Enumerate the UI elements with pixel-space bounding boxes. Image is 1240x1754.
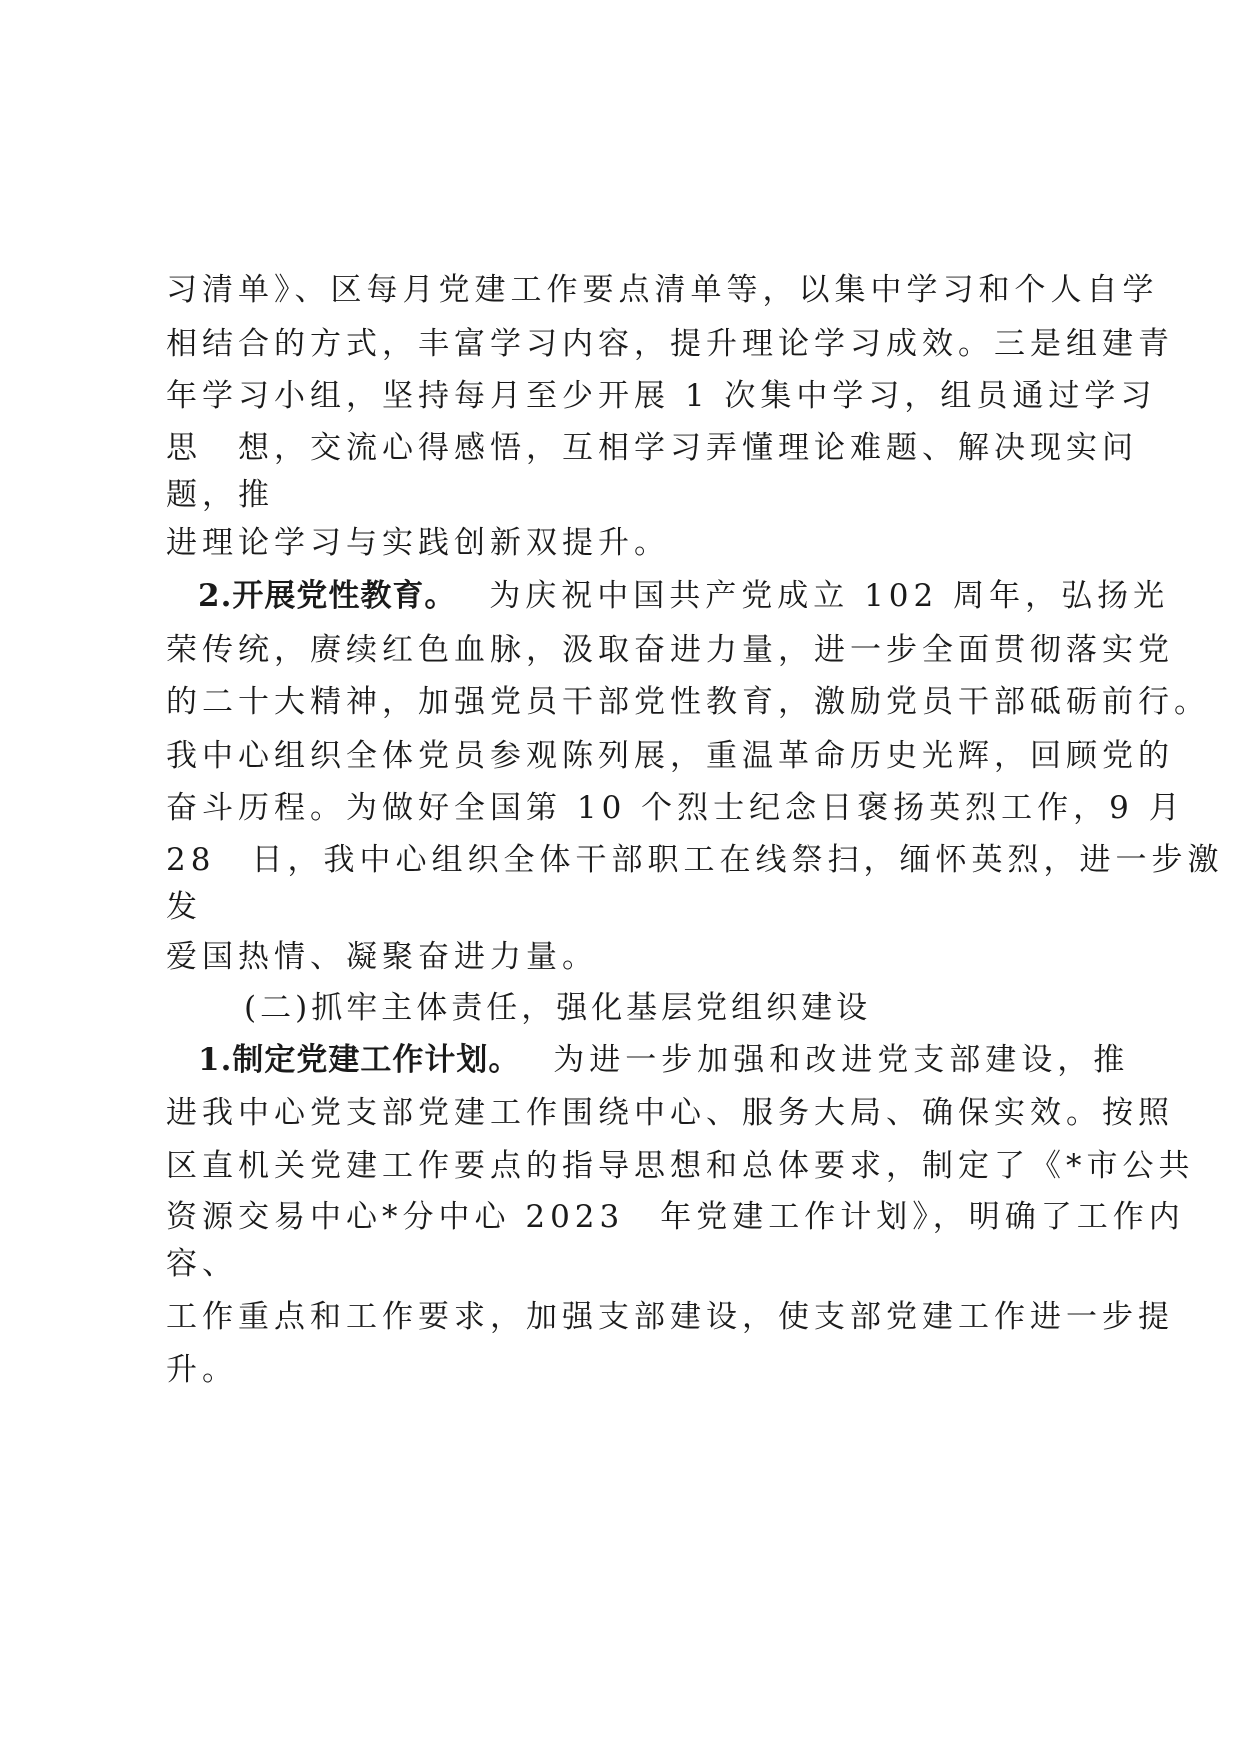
paragraph-line: 工作重点和工作要求，加强支部建设，使支部党建工作进一步提 [166, 1299, 1174, 1335]
paragraph-line: 相结合的方式，丰富学习内容，提升理论学习成效。三是组建青 [166, 326, 1174, 362]
section-paragraph-party-education [198, 576, 1169, 616]
paragraph-line: 升。 [166, 1352, 238, 1388]
subheading-party-education: 2.开展党性教育。 [198, 578, 457, 614]
paragraph-line: 区直机关党建工作要点的指导思想和总体要求，制定了《*市公共 [166, 1148, 1195, 1184]
paragraph-line: 题，推 [166, 477, 274, 513]
paragraph-line: 发 [166, 889, 202, 925]
paragraph-line: 的二十大精神，加强党员干部党性教育，激励党员干部砥砺前行。 [166, 684, 1210, 720]
paragraph-line: 荣传统，赓续红色血脉，汲取奋进力量，进一步全面贯彻落实党 [166, 632, 1174, 668]
paragraph-line: 容、 [166, 1246, 238, 1282]
paragraph-line: 思 想，交流心得感悟，互相学习弄懂理论难题、解决现实问 [166, 430, 1138, 466]
paragraph-line: 为庆祝中国共产党成立 102 周年，弘扬光 [489, 578, 1170, 614]
paragraph-line: 资源交易中心*分中心 2023 年党建工作计划》，明确了工作内 [166, 1199, 1185, 1235]
paragraph-line: 进我中心党支部党建工作围绕中心、服务大局、确保实效。按照 [166, 1095, 1174, 1131]
paragraph-line: 为进一步加强和改进党支部建设，推 [553, 1042, 1130, 1078]
paragraph-line: 爱国热情、凝聚奋进力量。 [166, 939, 598, 975]
paragraph-line: 28 日，我中心组织全体干部职工在线祭扫，缅怀英烈，进一步激 [166, 842, 1224, 878]
paragraph-line: 习清单》、区每月党建工作要点清单等，以集中学习和个人自学 [166, 272, 1159, 308]
section-paragraph-work-plan [198, 1040, 1129, 1080]
paragraph-line: 我中心组织全体党员参观陈列展，重温革命历史光辉，回顾党的 [166, 738, 1174, 774]
paragraph-line: 进理论学习与实践创新双提升。 [166, 525, 670, 561]
paragraph-line: 奋斗历程。为做好全国第 10 个烈士纪念日褒扬英烈工作，9 月 [166, 790, 1185, 826]
section-heading: (二)抓牢主体责任，强化基层党组织建设 [244, 990, 872, 1026]
subheading-work-plan: 1.制定党建工作计划。 [198, 1042, 521, 1078]
paragraph-line: 年学习小组，坚持每月至少开展 1 次集中学习，组员通过学习 [166, 378, 1157, 414]
